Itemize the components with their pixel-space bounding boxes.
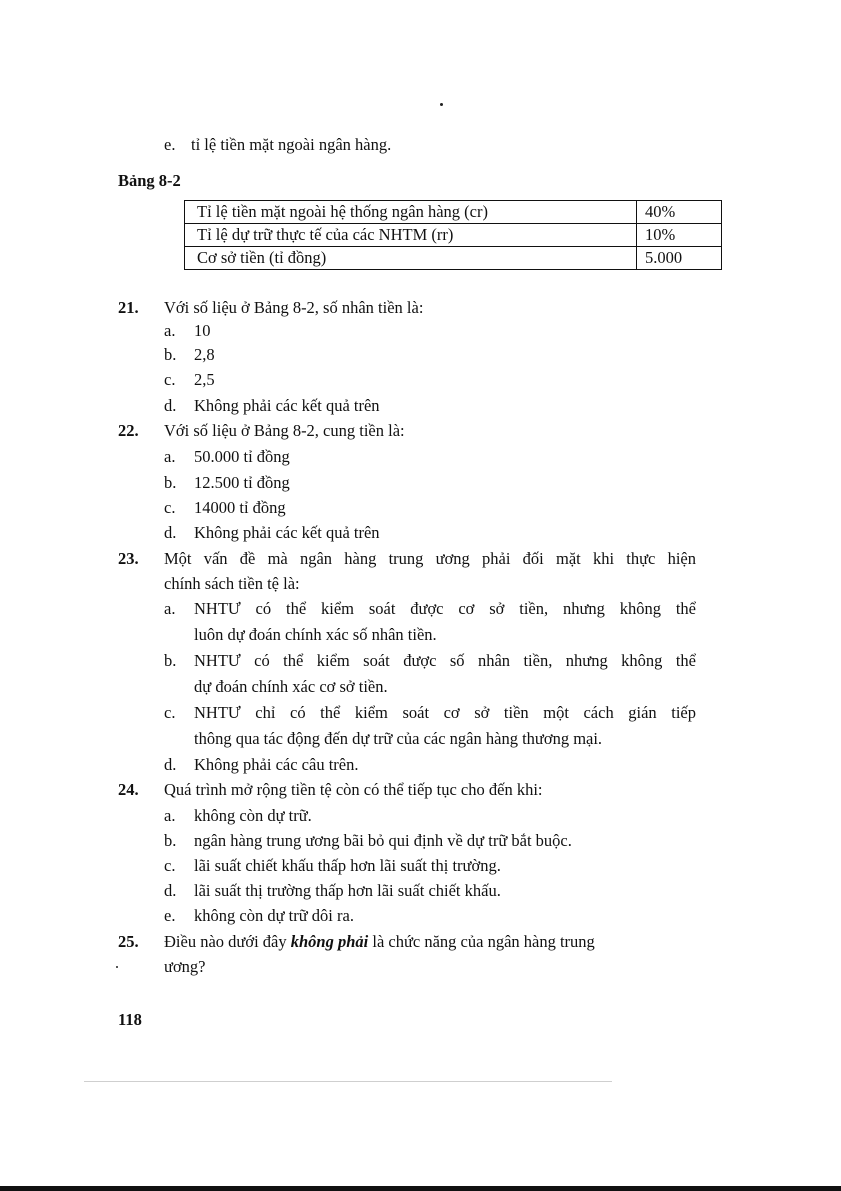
question-number: 25. <box>118 932 139 951</box>
option-marker: b. <box>164 473 177 492</box>
table-row <box>185 247 722 270</box>
option-marker: b. <box>164 651 177 670</box>
question-stem: Với số liệu ở Bảng 8-2, cung tiền là: <box>164 421 405 440</box>
option-text: NHTƯ chỉ có thể kiểm soát cơ sở tiền một cách gián tiếp <box>194 703 696 722</box>
option-marker: c. <box>164 856 176 875</box>
option-text: Không phải các câu trên. <box>194 755 359 774</box>
option-marker: a. <box>164 447 176 466</box>
option-text: 2,5 <box>194 370 215 389</box>
stray-speck <box>116 966 118 968</box>
option-text: lãi suất chiết khấu thấp hơn lãi suất thị trường. <box>194 856 501 875</box>
option-text: Không phải các kết quả trên <box>194 396 380 415</box>
option-marker: d. <box>164 396 177 415</box>
table-row <box>185 224 722 247</box>
stem-text: Điều nào dưới đây <box>164 932 291 951</box>
option-text: 50.000 tỉ đồng <box>194 447 290 466</box>
table-cell-value: 10% <box>637 224 722 247</box>
question-stem <box>164 932 696 952</box>
table-cell-label: Cơ sở tiền (tỉ đồng) <box>185 247 637 270</box>
table-cell-label: Tỉ lệ dự trữ thực tế của các NHTM (rr) <box>185 224 637 247</box>
option-text: NHTƯ có thể kiểm soát được số nhân tiền, nhưng không thể <box>194 651 696 670</box>
footer-rule <box>84 1081 612 1082</box>
option-text: NHTƯ có thể kiểm soát được cơ sở tiền, nhưng không thể <box>194 599 696 618</box>
stray-speck <box>440 103 443 106</box>
option-text-continued: thông qua tác động đến dự trữ của các ngân hàng thương mại. <box>194 729 603 748</box>
option-text-continued: luôn dự đoán chính xác số nhân tiền. <box>194 625 437 644</box>
option-marker: e. <box>164 135 176 154</box>
option-marker: b. <box>164 345 177 364</box>
option-text: 14000 tỉ đồng <box>194 498 286 517</box>
option-marker: d. <box>164 523 177 542</box>
option-marker: a. <box>164 806 176 825</box>
option-marker: c. <box>164 703 176 722</box>
option-text: tỉ lệ tiền mặt ngoài ngân hàng. <box>191 135 392 154</box>
option-marker: d. <box>164 755 177 774</box>
top-item <box>164 135 391 155</box>
table-cell-label: Tỉ lệ tiền mặt ngoài hệ thống ngân hàng (cr) <box>185 201 637 224</box>
table-row <box>185 201 722 224</box>
option-marker: c. <box>164 370 176 389</box>
question-number: 24. <box>118 780 139 799</box>
option-marker: a. <box>164 321 176 340</box>
option-text: lãi suất thị trường thấp hơn lãi suất chiết khấu. <box>194 881 501 900</box>
question-stem: Quá trình mở rộng tiền tệ còn có thể tiếp tục cho đến khi: <box>164 780 543 799</box>
page-bottom-edge <box>0 1186 841 1191</box>
option-text: 2,8 <box>194 345 215 364</box>
data-table <box>184 200 722 270</box>
option-marker: c. <box>164 498 176 517</box>
question-stem: Một vấn đề mà ngân hàng trung ương phải đối mặt khi thực hiện <box>164 549 696 568</box>
question-number: 22. <box>118 421 139 440</box>
option-text: không còn dự trữ. <box>194 806 312 825</box>
option-text: 10 <box>194 321 211 340</box>
question-number: 21. <box>118 298 139 317</box>
table-title: Bảng 8-2 <box>118 171 181 190</box>
question-number: 23. <box>118 549 139 568</box>
table-cell-value: 5.000 <box>637 247 722 270</box>
stem-text: là chức năng của ngân hàng trung <box>368 932 595 951</box>
question-stem-continued: chính sách tiền tệ là: <box>164 574 300 593</box>
question-stem: Với số liệu ở Bảng 8-2, số nhân tiền là: <box>164 298 424 317</box>
question-stem-continued: ương? <box>164 957 206 976</box>
option-text: ngân hàng trung ương bãi bỏ qui định về dự trữ bắt buộc. <box>194 831 572 850</box>
option-text-continued: dự đoán chính xác cơ sở tiền. <box>194 677 388 696</box>
option-text: 12.500 tỉ đồng <box>194 473 290 492</box>
table-cell-value: 40% <box>637 201 722 224</box>
option-marker: a. <box>164 599 176 618</box>
option-marker: d. <box>164 881 177 900</box>
option-text: không còn dự trữ dôi ra. <box>194 906 354 925</box>
option-marker: b. <box>164 831 177 850</box>
stem-emphasis: không phải <box>290 932 369 951</box>
option-marker: e. <box>164 906 176 925</box>
option-text: Không phải các kết quả trên <box>194 523 380 542</box>
page-number: 118 <box>118 1010 142 1029</box>
